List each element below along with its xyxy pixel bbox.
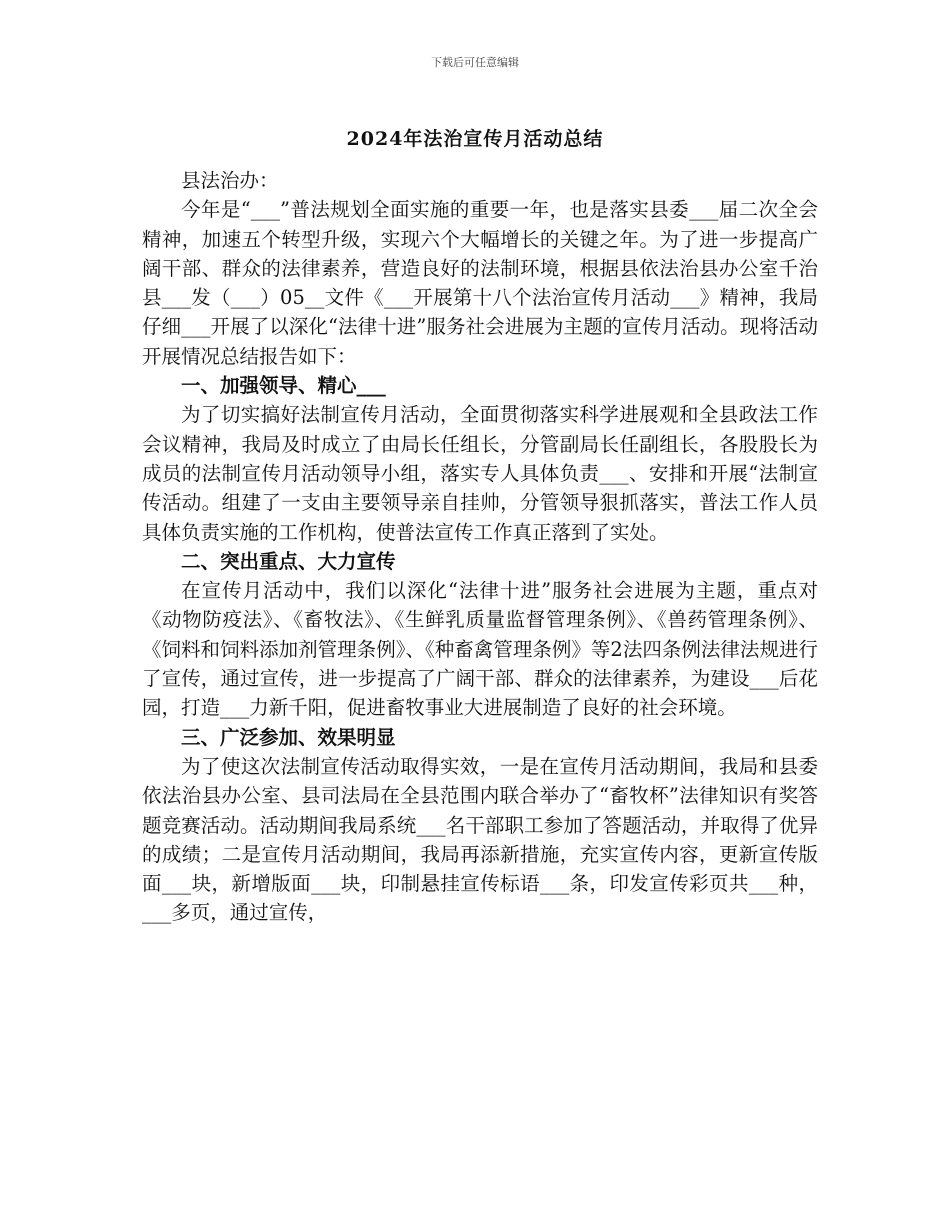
salutation: 县法治办： [181, 169, 279, 192]
document-body [142, 166, 818, 928]
document-title: 2024年法治宣传月活动总结 [346, 128, 604, 150]
section-2-paragraph: 在宣传月活动中，我们以深化“法律十进”服务社会进展为主题，重点对《动物防疫法》、《畜牧法》、《生鲜乳质量监督管理条例》、《兽药管理条例》、《饲料和饲料添加剂管理条例》、《种畜禽管理条例》等2法四条例法律法规进行了宣传，通过宣传，进一步提高了广阔干部、群众的法律素养，为建设___后花园，打造___力新千阳，促进畜牧事业大进展制造了良好的社会环境。 [142, 579, 818, 720]
section-1-heading: 一、加强领导、精心___ [181, 374, 386, 398]
intro-paragraph: 今年是“___”普法规划全面实施的重要一年，也是落实县委___届二次全会精神，加速五个转型升级，实现六个大幅增长的关键之年。为了进一步提高广阔干部、群众的法律素养，营造良好的法制环境，根据县依法治县办公室千治县___发（___）05__文件《___开展第十八个法治宣传月活动___》精神，我局仔细___开展了以深化“法律十进”服务社会进展为主题的宣传月活动。现将活动开展情况总结报告如下： [142, 198, 818, 368]
section-1-paragraph: 为了切实搞好法制宣传月活动，全面贯彻落实科学进展观和全县政法工作会议精神，我局及时成立了由局长任组长，分管副局长任副组长，各股股长为成员的法制宣传月活动领导小组，落实专人具体负责___、安排和开展“法制宣传活动。组建了一支由主要领导亲自挂帅，分管领导狠抓落实，普法工作人员具体负责实施的工作机构，使普法宣传工作真正落到了实处。 [142, 403, 818, 544]
section-2-heading: 二、突出重点、大力宣传 [181, 549, 396, 573]
section-3-heading: 三、广泛参加、效果明显 [181, 725, 396, 749]
section-3-paragraph: 为了使这次法制宣传活动取得实效，一是在宣传月活动期间，我局和县委依法治县办公室、县司法局在全县范围内联合举办了“畜牧杯”法律知识有奖答题竞赛活动。活动期间我局系统___名干部职工参加了答题活动，并取得了优异的成绩；二是宣传月活动期间，我局再添新措施，充实宣传内容，更新宣传版面___块，新增版面___块，印制悬挂宣传标语___条，印发宣传彩页共___种，___多页，通过宣传， [142, 754, 818, 925]
page-header-note: 下载后可任意编辑 [431, 56, 519, 69]
